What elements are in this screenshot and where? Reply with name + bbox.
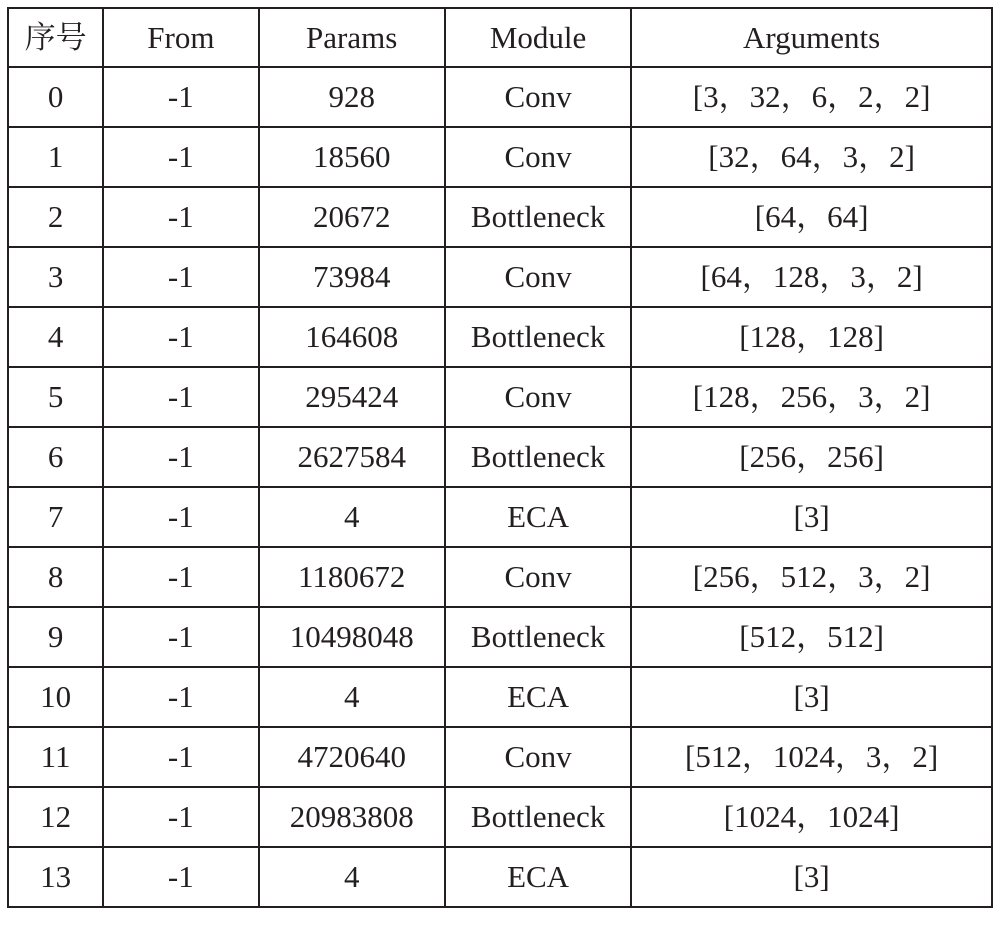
cell-arguments: [128，128] [631,307,992,367]
cell-from: -1 [103,727,258,787]
cell-module: Bottleneck [445,607,631,667]
cell-params: 4 [259,667,445,727]
table-row [8,187,992,247]
model-layers-table [7,7,993,908]
cell-arguments: [3] [631,667,992,727]
cell-arguments: [1024，1024] [631,787,992,847]
cell-index: 2 [8,187,103,247]
model-layers-table-container [7,7,993,908]
cell-arguments: [256，256] [631,427,992,487]
cell-arguments: [512，1024，3，2] [631,727,992,787]
cell-module: ECA [445,487,631,547]
cell-index: 11 [8,727,103,787]
cell-params: 1180672 [259,547,445,607]
cell-params: 295424 [259,367,445,427]
table-row [8,487,992,547]
header-from: From [103,8,258,67]
cell-module: Conv [445,67,631,127]
cell-index: 4 [8,307,103,367]
header-module: Module [445,8,631,67]
cell-module: Conv [445,127,631,187]
cell-index: 3 [8,247,103,307]
cell-arguments: [3] [631,487,992,547]
cell-from: -1 [103,247,258,307]
cell-params: 18560 [259,127,445,187]
table-row [8,607,992,667]
cell-arguments: [64，64] [631,187,992,247]
cell-index: 12 [8,787,103,847]
cell-arguments: [3] [631,847,992,907]
cell-index: 8 [8,547,103,607]
cell-from: -1 [103,487,258,547]
header-params: Params [259,8,445,67]
cell-module: ECA [445,667,631,727]
cell-module: Conv [445,547,631,607]
cell-params: 2627584 [259,427,445,487]
cell-module: Conv [445,727,631,787]
cell-from: -1 [103,367,258,427]
cell-arguments: [512，512] [631,607,992,667]
table-row [8,427,992,487]
cell-index: 1 [8,127,103,187]
header-arguments: Arguments [631,8,992,67]
cell-module: Bottleneck [445,427,631,487]
cell-from: -1 [103,127,258,187]
cell-from: -1 [103,427,258,487]
cell-index: 13 [8,847,103,907]
cell-index: 6 [8,427,103,487]
cell-module: Bottleneck [445,787,631,847]
table-row [8,307,992,367]
header-row [8,8,992,67]
cell-params: 10498048 [259,607,445,667]
cell-module: ECA [445,847,631,907]
cell-from: -1 [103,187,258,247]
cell-index: 10 [8,667,103,727]
table-row [8,667,992,727]
cell-arguments: [32，64，3，2] [631,127,992,187]
table-body [8,67,992,907]
cell-module: Conv [445,367,631,427]
cell-params: 4 [259,487,445,547]
cell-arguments: [256，512，3，2] [631,547,992,607]
cell-from: -1 [103,547,258,607]
table-header [8,8,992,67]
cell-params: 928 [259,67,445,127]
cell-params: 4720640 [259,727,445,787]
cell-index: 7 [8,487,103,547]
header-index: 序号 [8,8,103,67]
cell-index: 9 [8,607,103,667]
table-row [8,727,992,787]
cell-params: 164608 [259,307,445,367]
cell-arguments: [64，128，3，2] [631,247,992,307]
table-row [8,247,992,307]
cell-module: Bottleneck [445,187,631,247]
table-row [8,67,992,127]
table-row [8,127,992,187]
cell-from: -1 [103,847,258,907]
cell-module: Conv [445,247,631,307]
cell-module: Bottleneck [445,307,631,367]
table-row [8,847,992,907]
cell-from: -1 [103,307,258,367]
cell-from: -1 [103,787,258,847]
cell-index: 0 [8,67,103,127]
cell-arguments: [3，32，6，2，2] [631,67,992,127]
table-row [8,787,992,847]
cell-from: -1 [103,67,258,127]
cell-index: 5 [8,367,103,427]
cell-params: 20672 [259,187,445,247]
cell-params: 73984 [259,247,445,307]
cell-params: 4 [259,847,445,907]
table-row [8,547,992,607]
cell-arguments: [128，256，3，2] [631,367,992,427]
table-row [8,367,992,427]
cell-from: -1 [103,607,258,667]
cell-params: 20983808 [259,787,445,847]
cell-from: -1 [103,667,258,727]
